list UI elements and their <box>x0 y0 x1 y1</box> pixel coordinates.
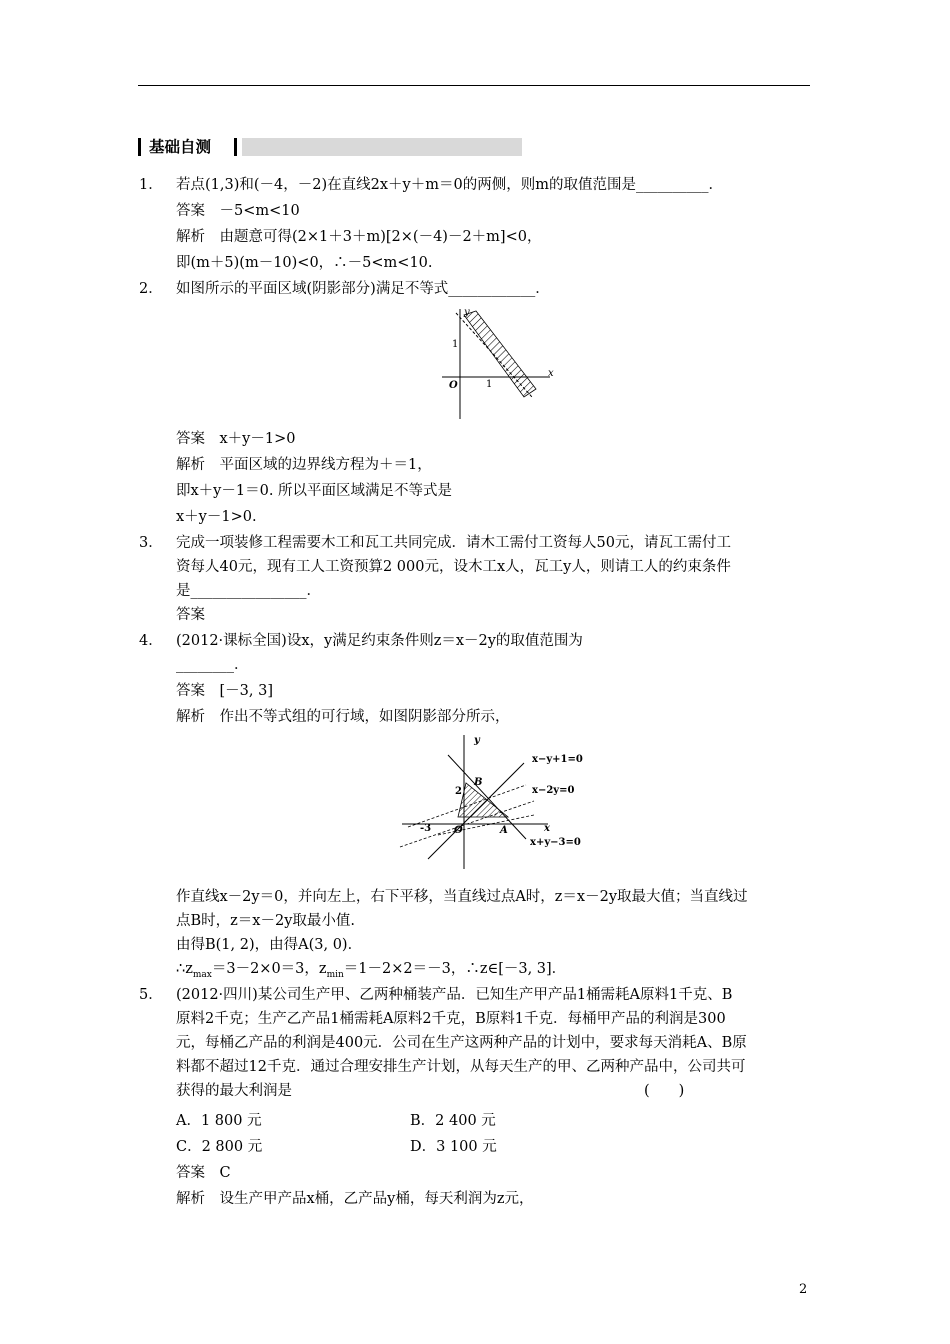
section-header <box>138 137 522 157</box>
analysis-5-middle: ＝3－2×0＝3，z <box>211 961 327 977</box>
zmax-subscript: max <box>192 969 212 980</box>
problem-5-line-1: (2012·四川)某公司生产甲、乙两种桶装产品．已知生产甲产品1桶需耗A原料1千克、B <box>176 987 733 1003</box>
x-axis-label: x <box>544 823 550 834</box>
boundary-line <box>456 313 532 397</box>
zmin-subscript: min <box>326 969 344 980</box>
option-b: B．2 400 元 <box>410 1113 496 1129</box>
problem-5-line-3: 元，每桶乙产品的利润是400元．公司在生产这两种产品的计划中，要求每天消耗A、B原 <box>176 1035 747 1051</box>
analysis-5-prefix: ∴z <box>176 961 193 977</box>
shaded-region <box>464 311 536 397</box>
answer-bracket: ( ) <box>644 1083 685 1099</box>
problem-3-line-3: 是________________． <box>176 583 321 599</box>
problem-4-line-2: ________． <box>176 657 249 673</box>
problem-5-line-2: 原料2千克；生产乙产品1桶需耗A原料2千克，B原料1千克．每桶甲产品的利润是300 <box>176 1011 726 1027</box>
problem-5-analysis-1: 解析 设生产甲产品x桶，乙产品y桶，每天利润为z元， <box>176 1191 534 1207</box>
problem-2-number: 2． <box>139 281 163 297</box>
problem-4-analysis-2: 作直线x－2y＝0，并向左上，右下平移，当直线过点A时，z＝x－2y取最大值；当直线过 <box>176 889 748 905</box>
header-rule <box>138 85 810 86</box>
page-number: 2 <box>799 1282 808 1297</box>
problem-4-analysis-3: 点B时，z＝x－2y取最小值. <box>176 913 355 929</box>
problem-4-analysis-5 <box>176 959 566 985</box>
problem-4-analysis-4: 由得B(1, 2)，由得A(3, 0)． <box>176 937 363 953</box>
problem-1-analysis-2: 即(m＋5)(m－10)<0，∴－5<m<10. <box>176 255 433 271</box>
problem-3-number: 3． <box>139 535 163 551</box>
origin-label: O <box>454 825 463 836</box>
tick-label-neg3: -3 <box>420 823 432 834</box>
problem-1-analysis-1: 解析 由题意可得(2×1＋3＋m)[2×(－4)－2＋m]<0， <box>176 229 542 245</box>
problem-3-line-1: 完成一项装修工程需要木工和瓦工共同完成．请木工需付工资每人50元，请瓦工需付工 <box>176 535 731 551</box>
problem-2-analysis-2: 即x＋y－1＝0. 所以平面区域满足不等式是 <box>176 483 453 499</box>
problem-5-number: 5． <box>139 987 163 1003</box>
x-axis-label: x <box>548 368 554 379</box>
y-axis-label: y <box>464 307 470 318</box>
section-bar-right <box>234 138 237 156</box>
problem-2-question: 如图所示的平面区域(阴影部分)满足不等式____________． <box>176 281 550 297</box>
problem-4-analysis-1: 解析 作出不等式组的可行域，如图阴影部分所示， <box>176 709 510 725</box>
problem-1-question: 若点(1,3)和(－4，－2)在直线2x＋y＋m＝0的两侧，则m的取值范围是__________． <box>176 177 723 193</box>
problem-5-line-4: 料都不超过12千克．通过合理安排生产计划，从每天生产的甲、乙两种产品中，公司共可 <box>176 1059 746 1075</box>
problem-4-answer: 答案 [－3, 3] <box>176 683 273 699</box>
section-title: 基础自测 <box>149 138 212 156</box>
option-a: A．1 800 元 <box>176 1113 262 1129</box>
section-shade <box>242 138 522 156</box>
problem-3-answer: 答案 <box>176 607 205 623</box>
problem-4-line-1: (2012·课标全国)设x，y满足约束条件则z＝x－2y的取值范围为 <box>176 633 583 649</box>
line-label-3: x+y−3=0 <box>530 837 581 848</box>
problem-4-figure <box>398 731 598 875</box>
problem-2-analysis-1: 解析 平面区域的边界线方程为＋＝1， <box>176 457 432 473</box>
analysis-5-suffix: ＝1－2×2＝－3，∴z∈[－3, 3]． <box>343 961 567 977</box>
problem-5-answer: 答案 C <box>176 1165 231 1181</box>
point-b-label: B <box>474 777 483 788</box>
problem-1-answer: 答案 －5<m<10 <box>176 203 300 219</box>
problem-2-analysis-3: x＋y－1>0. <box>176 509 257 525</box>
origin-label: O <box>449 380 458 391</box>
problem-2-answer: 答案 x＋y－1>0 <box>176 431 296 447</box>
y-axis-label: y <box>474 735 480 746</box>
problem-4-number: 4． <box>139 633 163 649</box>
problem-1-number: 1． <box>139 177 163 193</box>
point-a-label: A <box>500 825 508 836</box>
problem-2-figure <box>432 303 562 423</box>
line-label-2: x−2y=0 <box>532 785 575 796</box>
option-c: C．2 800 元 <box>176 1139 263 1155</box>
problem-3-line-2: 资每人40元，现有工人工资预算2 000元，设木工x人，瓦工y人，则请工人的约束条件 <box>176 559 731 575</box>
section-bar-left <box>138 138 141 156</box>
tick-label-2: 2 <box>455 786 462 797</box>
y-tick-label: 1 <box>452 339 459 350</box>
option-d: D．3 100 元 <box>410 1139 497 1155</box>
problem-5-line-5: 获得的最大利润是 <box>176 1083 292 1099</box>
x-tick-label: 1 <box>486 379 493 390</box>
line-label-1: x−y+1=0 <box>532 754 583 765</box>
